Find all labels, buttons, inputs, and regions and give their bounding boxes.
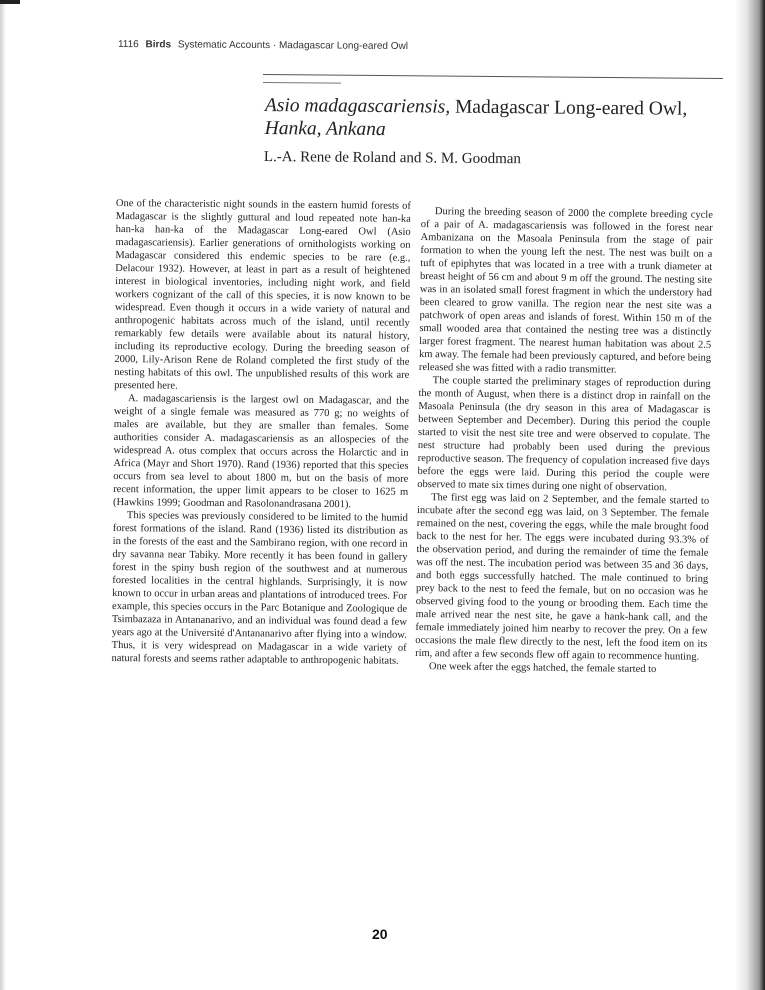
page-folio: 20 bbox=[372, 926, 388, 942]
running-head-section: Birds bbox=[145, 39, 172, 51]
left-paragraph-1: One of the characteristic night sounds in the eastern humid forests of Madagascar is the slightly guttural and loud repeated note han-ka han-ka han-ka of the Madagascar Long-eared Owl (Asio madagascariensis). Earlier generations of ornithologists working on Madagascar considered this endemic species to be rare (e.g., Delacour 1932). However, at least in part as a result of heightened interest in biological inventories, including night work, and field workers cognizant of the call of this species, it is now known to be widespread. Even though it occurs in a wide variety of natural and anthropogenic habitats across much of the island, until recently remarkably few details were available about its natural history, including its reproductive ecology. During the breeding season of 2000, Lily-Arison Rene de Roland completed the first study of the nesting habitats of this owl. The unpublished results of this work are presented here. bbox=[114, 197, 411, 392]
running-head bbox=[118, 39, 408, 52]
page-gutter-shadow bbox=[735, 0, 765, 990]
scan-corner-mark bbox=[0, 0, 20, 4]
title-rule bbox=[263, 74, 723, 79]
left-paragraph-3: This species was previously considered to be limited to the humid forest formations of the island. Rand (1936) listed its distribution as in the forests of the east and the Sambirano region, with one record in dry savanna near Tabiky. More recently it has been found in gallery forest in the spiny bush region of the southwest and at numerous forested localities in the central highlands. Surprisingly, it is now known to occur in urban areas and plantations of introduced trees. For example, this species occurs in the Parc Botanique and Zoologique de Tsimbazaza in Antananarivo, and an individual was found dead a few years ago at the Université d'Antananarivo after flying into a window. Thus, it is very widespread on Madagascar in a wide variety of natural forests and seems rather adaptable to anthropogenic habitats. bbox=[111, 510, 408, 667]
title-common-name: Madagascar Long-eared Owl, bbox=[450, 96, 688, 120]
left-paragraph-2: A. madagascariensis is the largest owl on Madagascar, and the weight of a single female was measured as 770 g; no weights of males are available, but they are smaller than females. Some authorities consider A. madagascariensis as an allospecies of the widespread A. otus complex that occurs across the Holarctic and in Africa (Mayr and Short 1970). Rand (1936) reported that this species occurs from sea level to about 1800 m, but on the basis of more recent information, the upper limit appears to be closer to 1625 m (Hawkins 1999; Goodman and Rasolonandrasana 2001). bbox=[113, 393, 410, 511]
title-scientific-name: Asio madagascariensis, bbox=[264, 94, 451, 118]
right-paragraph-3: The first egg was laid on 2 September, and the female started to incubate after the second egg was laid, on 3 September. The female remained on the nest, covering the eggs, while the male brought food back to the nest for her. The eggs were incubated during 93.3% of the observation period, and during the remainder of time the female was off the nest. The incubation period was between 35 and 36 days, and both eggs successfully hatched. The male continued to bring prey back to the nest to feed the female, but on no occasion was he observed giving food to the young or brooding them. Each time the male arrived near the nest site, he gave a hank-hank call, and the female immediately joined him nearby to recover the prey. On a few occasions the male flew directly to the nest, left the food item on its rim, and after a few seconds flew off again to recommence hunting. bbox=[415, 492, 710, 663]
right-column bbox=[415, 205, 713, 677]
article-authors: L.-A. Rene de Roland and S. M. Goodman bbox=[263, 149, 522, 168]
right-paragraph-2: The couple started the preliminary stages of reproduction during the month of August, when there is a distinct drop in rainfall on the Masoala Peninsula (the dry season in this area of Madagascar is between September and December). During this period the couple started to visit the nest site tree and were observed to copulate. The nest structure had probably been used during the previous reproductive season. The frequency of copulation increased five days before the eggs were laid. During this period the couple were observed to mate six times during one night of observation. bbox=[417, 375, 711, 494]
title-local-names: Hanka, Ankana bbox=[264, 117, 386, 141]
page-shadow-left bbox=[0, 0, 6, 990]
article-title bbox=[265, 94, 705, 144]
right-paragraph-1: During the breeding season of 2000 the complete breeding cycle of a pair of A. madagascariensis was followed in the forest near Ambanizana on the Masoala Peninsula from the stage of pair formation to when the young left the nest. The nest was built on a tuft of epiphytes that was located in a tree with a trunk diameter at breast height of 56 cm and about 9 m off the ground. The nesting site was in an isolated small forest fragment in which the understory had been cleared to grow vanilla. The region near the nest site was a patchwork of open areas and islands of forest. Within 150 m of the small wooded area that contained the nesting tree was a distinctly larger forest fragment. The nearest human habitation was about 2.5 km away. The female had been previously captured, and before being released she was fitted with a radio transmitter. bbox=[418, 206, 713, 376]
left-column bbox=[112, 197, 411, 668]
title-rule-short bbox=[263, 82, 341, 84]
right-paragraph-4: One week after the eggs hatched, the female started to bbox=[428, 661, 657, 676]
running-head-page-number: 1116 bbox=[117, 39, 139, 51]
running-head-subtitle: Systematic Accounts · Madagascar Long-eared Owl bbox=[177, 39, 408, 53]
